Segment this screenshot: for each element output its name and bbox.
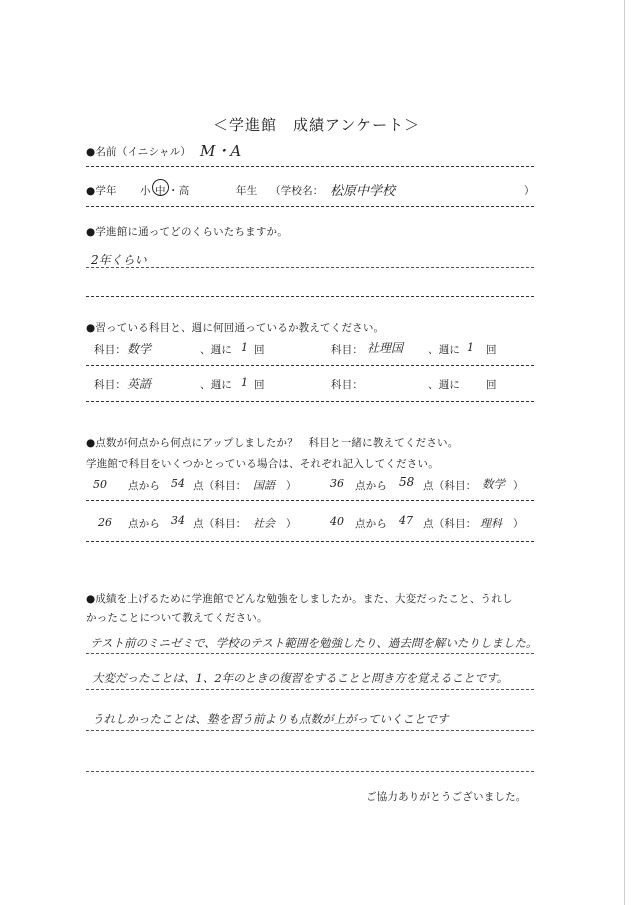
divider (86, 206, 534, 207)
answer-line (86, 730, 534, 731)
school-value: 松原中学校 (330, 184, 396, 199)
q-study-line2: かったことについて教えてください。 (86, 612, 268, 624)
answer-line (86, 689, 534, 690)
thanks-note: ご協力ありがとうございました。 (366, 791, 527, 803)
score-subject-value: 社会 (253, 517, 275, 530)
count-value: 1 (467, 341, 474, 354)
q-study-line1: ●成績を上げるために学進館でどんな勉強をしましたか。また、大変だったこと、うれし (86, 593, 513, 605)
close-paren: ） (286, 518, 297, 530)
school-close: ） (524, 185, 535, 197)
score-to-value: 58 (399, 475, 415, 489)
grade-label: ●学年 (86, 185, 117, 197)
shuni-label: 、週に (428, 379, 461, 391)
divider (86, 541, 534, 542)
from-label: 点から (128, 518, 161, 530)
kai-label: 回 (254, 379, 265, 391)
kai-label: 回 (486, 379, 497, 391)
kamoku-label: 科目： (331, 344, 364, 356)
answer-line (86, 771, 534, 772)
score-to-value: 47 (399, 514, 413, 527)
page-title: ＜学進館 成績アンケート＞ (213, 116, 421, 134)
count-value: 1 (241, 341, 248, 354)
shuni-label: 、週に (200, 344, 233, 356)
name-label: ●名前（イニシャル） (86, 146, 192, 158)
q-duration-label: ●学進館に通ってどのくらいたちますか。 (86, 226, 288, 238)
study-answer-2: 大変だったことは、1、2年のときの復習をすることと問き方を覚えることです。 (92, 671, 509, 685)
to-label: 点（科目： (193, 518, 247, 530)
score-from-value: 36 (330, 477, 344, 490)
score-subject-value: 理科 (480, 517, 502, 530)
close-paren: ） (513, 518, 524, 530)
divider (86, 166, 534, 167)
close-paren: ） (513, 480, 524, 492)
count-value: 1 (241, 376, 248, 389)
score-to-value: 54 (171, 477, 185, 490)
scan-edge (624, 0, 625, 905)
kamoku-label: 科目： (94, 344, 127, 356)
divider (86, 296, 534, 297)
subject-value: 社理国 (367, 341, 404, 355)
grade-ko: ・高 (168, 185, 190, 197)
shuni-label: 、週に (200, 379, 233, 391)
subject-value: 数学 (127, 342, 152, 356)
grade-nensei: 年生 (236, 185, 258, 197)
divider (86, 401, 534, 402)
score-from-value: 50 (93, 478, 107, 491)
score-subject-value: 数学 (482, 477, 505, 491)
from-label: 点から (355, 480, 388, 492)
shuni-label: 、週に (428, 344, 461, 356)
kai-label: 回 (254, 344, 265, 356)
close-paren: ） (286, 480, 297, 492)
q-scores-line2: 学進館で科目をいくつかとっている場合は、それぞれ記入してください。 (86, 458, 439, 470)
to-label: 点（科目： (193, 480, 247, 492)
school-label: （学校名： (270, 185, 324, 197)
to-label: 点（科目： (423, 480, 477, 492)
score-from-value: 40 (330, 515, 344, 528)
q-scores-line1: ●点数が何点から何点にアップしましたか？ 科目と一緒に教えてください。 (86, 437, 459, 449)
answer-line (86, 267, 534, 268)
q-subjects-label: ●習っている科目と、週に何回通っているか教えてください。 (86, 322, 385, 334)
study-answer-3: うれしかったことは、塾を習う前よりも点数が上がっていくことです (92, 712, 449, 726)
name-value: M・A (200, 142, 242, 160)
score-subject-value: 国語 (253, 479, 275, 492)
to-label: 点（科目： (423, 518, 477, 530)
kamoku-label: 科目： (331, 379, 364, 391)
score-to-value: 34 (171, 514, 185, 527)
from-label: 点から (355, 518, 388, 530)
grade-sho: 小 (140, 185, 151, 197)
q-duration-answer: 2年くらい (91, 253, 147, 267)
divider (86, 500, 534, 501)
kai-label: 回 (486, 344, 497, 356)
from-label: 点から (128, 480, 161, 492)
grade-chu: 中 (155, 185, 166, 197)
divider (86, 365, 534, 366)
subject-value: 英語 (127, 377, 152, 391)
kamoku-label: 科目： (94, 379, 127, 391)
study-answer-1: テスト前のミニゼミで、学校のテスト範囲を勉強したり、過去問を解いたりしました。 (90, 636, 538, 650)
score-from-value: 26 (98, 516, 112, 529)
answer-line (86, 653, 534, 654)
